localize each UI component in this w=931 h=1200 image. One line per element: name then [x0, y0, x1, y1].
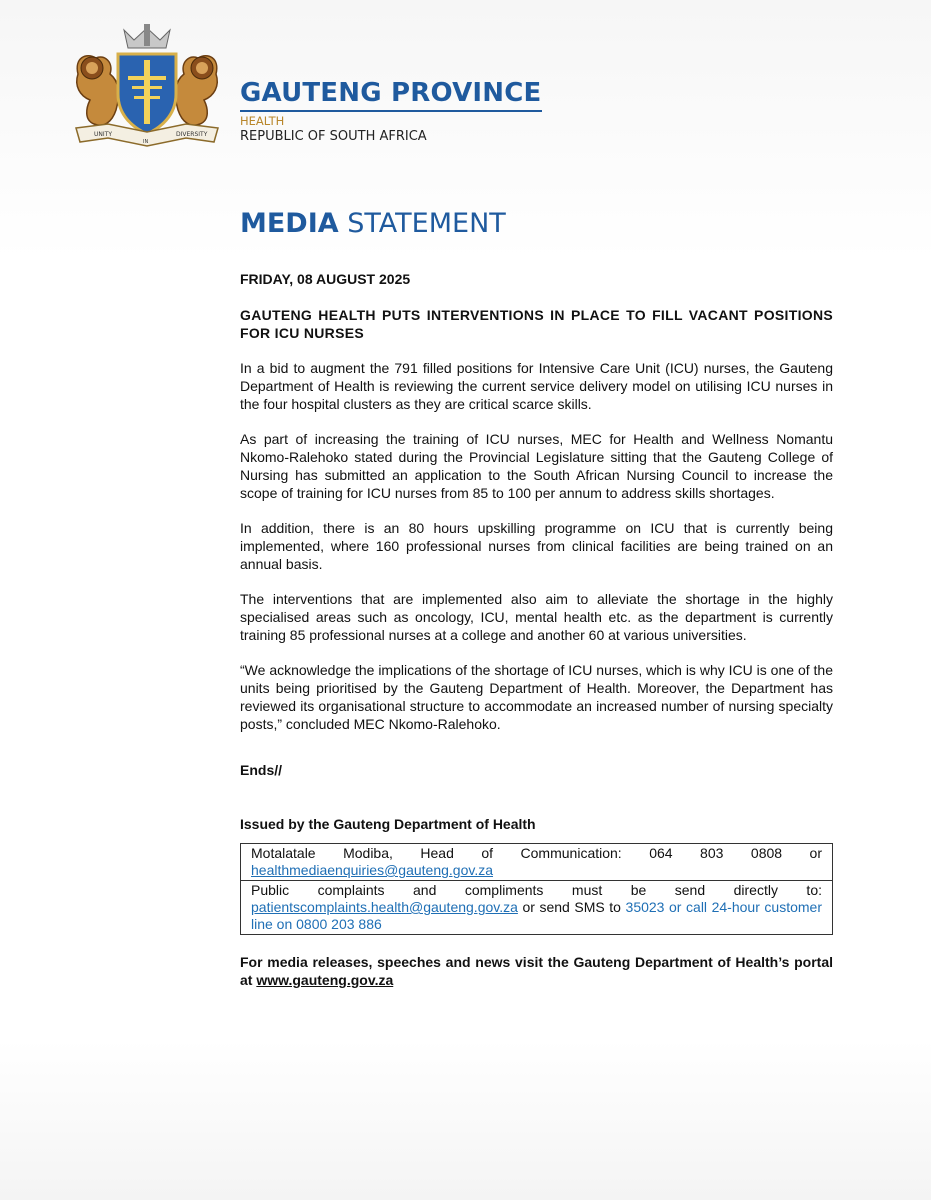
- contact-cell-complaints: [241, 881, 833, 935]
- footer-note: [240, 953, 833, 989]
- issued-by: Issued by the Gauteng Department of Health: [240, 816, 536, 832]
- complaints-text: Public complaints and compliments must be send directly to:: [251, 882, 822, 898]
- statement-headline: GAUTENG HEALTH PUTS INTERVENTIONS IN PLACE TO FILL VACANT POSITIONS FOR ICU NURSES: [240, 307, 833, 341]
- ends-marker: Ends//: [240, 762, 283, 778]
- paragraph-4: The interventions that are implemented also aim to alleviate the shortage in the highly specialised areas such as oncology, ICU, mental health etc. as the department is currently training 85 professional nurses at a college and another 60 at various universities.: [240, 591, 833, 643]
- contact-table: [240, 843, 833, 935]
- motto-in: IN: [143, 139, 149, 145]
- contact-row-complaints: [241, 881, 833, 935]
- contact-row-media: [241, 844, 833, 881]
- contact-cell-media: [241, 844, 833, 881]
- department-name: HEALTH: [240, 114, 285, 128]
- statement-date: FRIDAY, 08 AUGUST 2025: [240, 271, 411, 287]
- paragraph-2: As part of increasing the training of ICU nurses, MEC for Health and Wellness Nomantu Nkomo-Ralehoko stated during the Provincial Legislature sitting that the Gauteng College of Nursing has submitted an application to the South African Nursing Council to increase the scope of training for ICU nurses from 85 to 100 per annum to address skills shortages.: [240, 431, 833, 501]
- motto-diversity: DIVERSITY: [176, 131, 208, 138]
- document-type-title: [240, 207, 506, 241]
- media-contact-text: Motalatale Modiba, Head of Communication: 064 803 0808 or: [251, 845, 822, 861]
- country-name: REPUBLIC OF SOUTH AFRICA: [240, 129, 427, 144]
- paragraph-3: In addition, there is an 80 hours upskilling programme on ICU that is currently being implemented, where 160 professional nurses from clinical facilities are being trained on an annual basis.: [240, 520, 833, 572]
- complaints-email-link[interactable]: patientscomplaints.health@gauteng.gov.za: [251, 899, 518, 915]
- coat-of-arms-icon: [64, 24, 230, 150]
- paragraph-1: In a bid to augment the 791 filled positions for Intensive Care Unit (ICU) nurses, the Gauteng Department of Health is reviewing the current service delivery model on utilising ICU nurses in the four hospital clusters as they are critical scarce skills.: [240, 360, 833, 412]
- statement-body: [240, 270, 833, 989]
- organisation-block: [240, 78, 542, 145]
- media-email-link[interactable]: healthmediaenquiries@gauteng.gov.za: [251, 862, 494, 878]
- complaints-sms-text: or send SMS to: [517, 899, 626, 915]
- footer-text: For media releases, speeches and news visit the Gauteng Department of Health’s portal at: [240, 954, 833, 988]
- doc-type-rest: STATEMENT: [338, 208, 506, 239]
- portal-link[interactable]: www.gauteng.gov.za: [256, 972, 394, 988]
- complaints-phone-text: 35023 or call 24-hour customer line on 0800 203 886: [251, 899, 822, 932]
- doc-type-bold: MEDIA: [240, 208, 339, 239]
- org-name: GAUTENG PROVINCE: [240, 78, 542, 112]
- paragraph-5: “We acknowledge the implications of the shortage of ICU nurses, which is why ICU is one of the units being prioritised by the Gauteng Department of Health. Moreover, the Department has reviewed its organisational structure to accommodate an increased number of nursing specialty posts,” concluded MEC Nkomo-Ralehoko.: [240, 662, 833, 732]
- motto-unity: UNITY: [94, 131, 112, 138]
